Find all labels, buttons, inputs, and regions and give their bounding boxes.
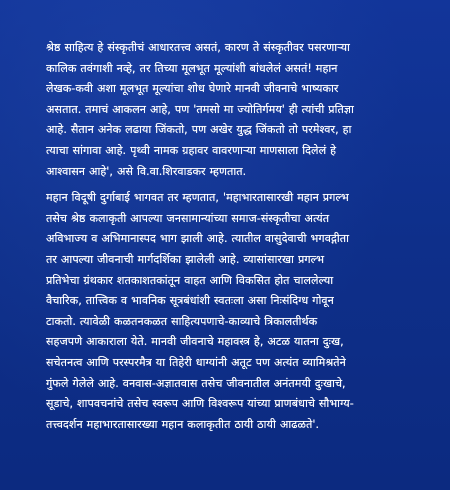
text-line: गुंफले गेलेले आहे. वनवास-अज्ञातवास तसेच जीवनातील अनंतमयी दुःखाचे, bbox=[46, 376, 346, 390]
text-line: प्रतिभेचा ग्रंथकार शतकाशतकांतून वाहत आणि विकसित होत चाललेल्या bbox=[46, 273, 334, 287]
text-line: आश्वासन आहे', असे वि.वा.शिरवाडकर म्हणतात. bbox=[46, 164, 247, 178]
text-line: महान विदूषी दुर्गाबाई भागवत तर म्हणतात, 'महाभारतासारखी महान प्रगल्भ bbox=[46, 191, 349, 205]
text-line: अविभाज्य व अभिमानास्पद भाग झाली आहे. त्यातील वासुदेवाची भगवद्गीता bbox=[46, 232, 350, 246]
text-line: तसेच श्रेष्ठ कलाकृती आपल्या जनसामान्यांच्या समाज-संस्कृतीचा अत्यंत bbox=[46, 211, 330, 225]
text-line: सहजपणे आकाराला येते. मानवी जीवनाचे महावस्त्र हे, अटळ यातना दुःख, bbox=[46, 335, 344, 349]
text-line: श्रेष्ठ साहित्य हे संस्कृतीचं आधारतत्त्व असतं, कारण ते संस्कृतीवर पसरणाऱ्या bbox=[46, 41, 350, 54]
text-line: कालिक तवंगाशी नव्हे, तर तिच्या मूलभूत मूल्यांशी बांधलेलं असतं! महान bbox=[46, 61, 338, 75]
paragraph-shirwadkar-quote bbox=[46, 38, 436, 182]
text-line: असतात. तमाचं आकलन आहे, पण 'तमसो मा ज्योतिर्गमय' ही त्यांची प्रतिज्ञा bbox=[46, 102, 354, 116]
text-line: लेखक-कवी अशा मूलभूत मूल्यांचा शोध घेणारे मानवी जीवनाचे भाष्यकार bbox=[46, 82, 339, 96]
paragraph-durgabai-quote bbox=[46, 188, 436, 435]
text-line: टाकतो. त्यावेळी कळतनकळत साहित्यपणाचे-काव्याचे त्रिकालतीर्थक bbox=[46, 314, 318, 328]
text-line: त्याचा सांगावा आहे. पृथ्वी नामक ग्रहावर वावरणाऱ्या माणसाला दिलेलं हे bbox=[46, 143, 337, 157]
text-line: सचेतनत्व आणि परस्परमैत्र या तिहेरी धाग्यांनी अतूट पण अत्यंत व्यामिश्रतेने bbox=[46, 355, 346, 369]
text-line: आहे. सैतान अनेक लढाया जिंकतो, पण अखेर युद्ध जिंकतो तो परमेश्वर, हा bbox=[46, 123, 352, 137]
text-line: तत्त्वदर्शन महाभारतासारख्या महान कलाकृतीत ठायी ठायी आढळते'. bbox=[46, 417, 320, 431]
text-line: तर आपल्या जीवनाची मार्गदर्शिका झालेली आहे. व्यासांसारखा प्रगल्भ bbox=[46, 252, 325, 266]
text-line: सूडाचे, शापवचनांचे तसेच स्वरूप आणि विश्वरूप यांच्या प्राणबंधाचे सौभाग्य- bbox=[46, 397, 354, 411]
text-line: वैचारिक, तात्त्विक व भावनिक सूत्रबंधांशी स्वतःला असा निःसंदिग्ध गोवून bbox=[46, 294, 334, 308]
